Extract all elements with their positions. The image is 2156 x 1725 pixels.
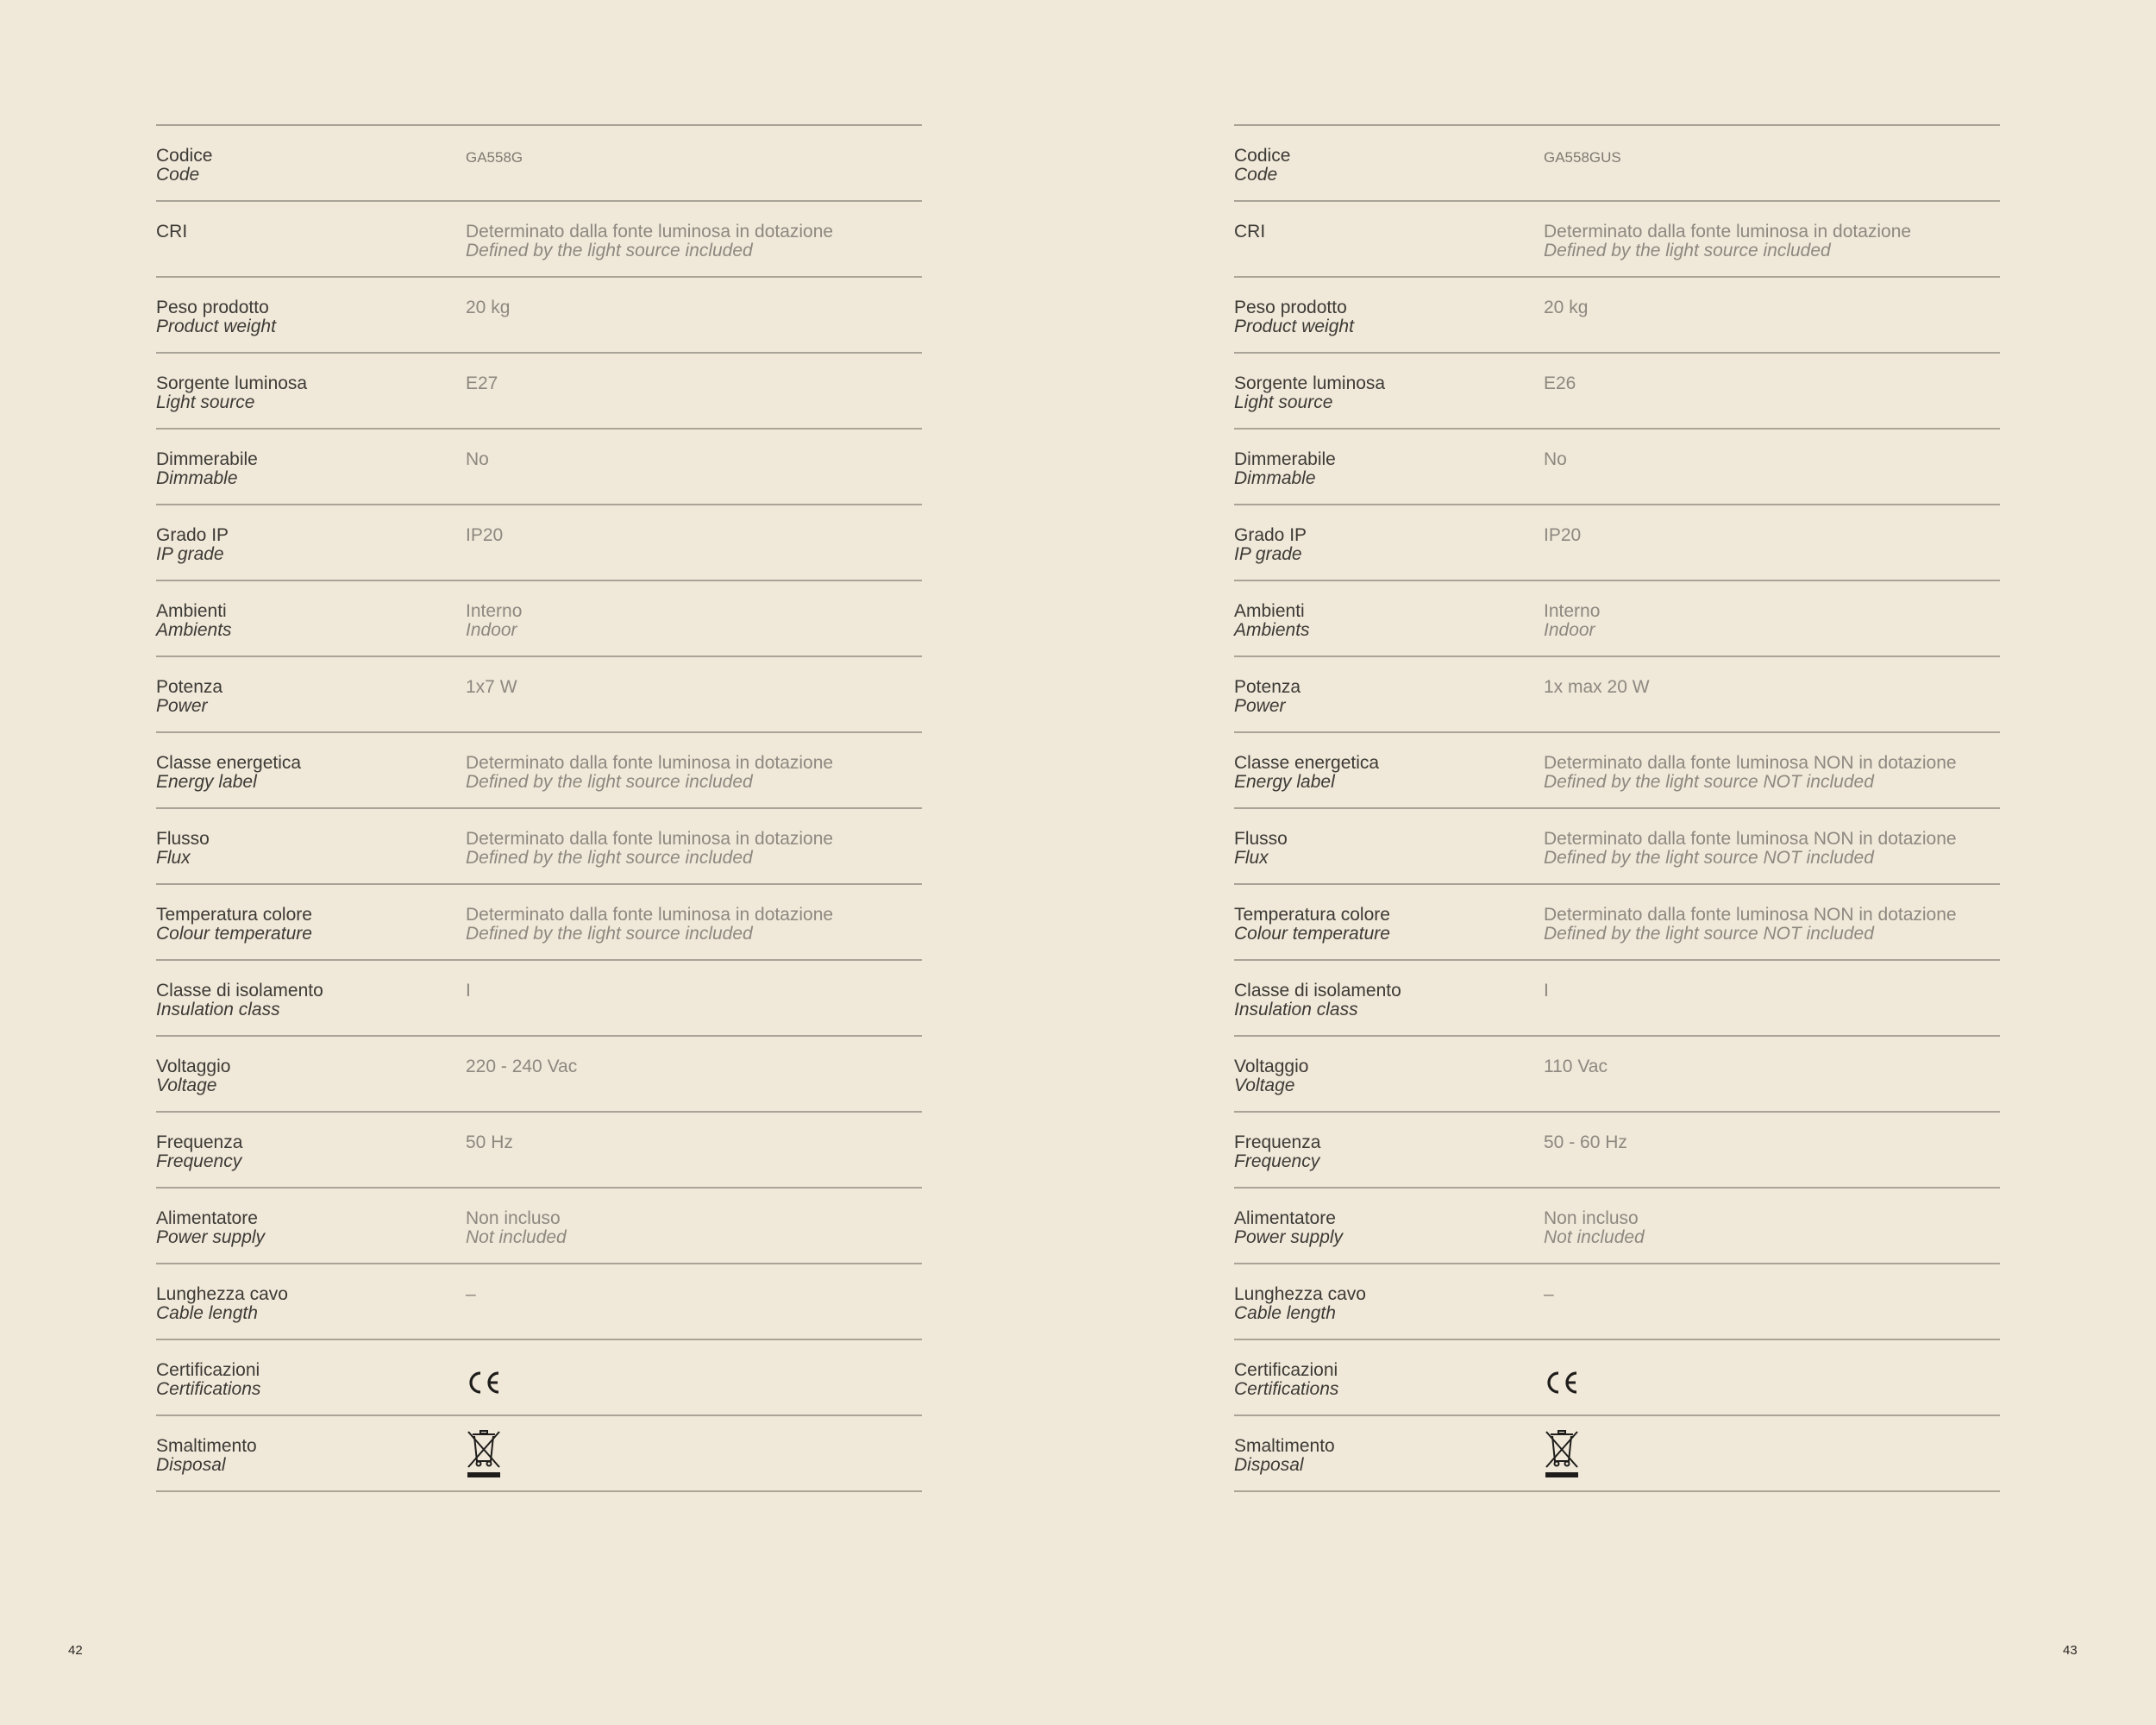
spec-label-english: Flux <box>156 848 191 868</box>
spec-label-italian: Ambienti <box>156 601 227 621</box>
spec-value-italian: No <box>1544 449 1567 469</box>
spec-value-english: Indoor <box>1544 620 1595 640</box>
spec-value <box>466 148 922 167</box>
spec-row <box>156 733 922 809</box>
spec-row <box>156 581 922 657</box>
spec-value-english: Defined by the light source included <box>466 241 753 260</box>
spec-label-italian: CRI <box>1234 222 1266 242</box>
spec-label-italian: Sorgente luminosa <box>156 373 308 393</box>
spec-label-italian: Dimmerabile <box>156 449 258 469</box>
spec-label <box>1234 1285 1519 1323</box>
spec-label <box>156 450 441 488</box>
spec-label-english: Ambients <box>156 620 232 640</box>
spec-value <box>466 678 922 697</box>
spec-label <box>156 982 441 1019</box>
spec-value <box>466 830 922 868</box>
spec-label-english: Cable length <box>156 1303 258 1323</box>
spec-row <box>1234 1037 2000 1113</box>
spec-row <box>1234 354 2000 430</box>
spec-label-italian: Classe di isolamento <box>1234 981 1401 1000</box>
spec-label-italian: Codice <box>1234 146 1291 166</box>
spec-row <box>156 1037 922 1113</box>
spec-value-italian: – <box>466 1284 476 1304</box>
spec-label <box>156 1437 441 1475</box>
spec-label <box>1234 526 1519 564</box>
spec-label-english: Power supply <box>156 1227 266 1247</box>
spec-label-english: Cable length <box>1234 1303 1336 1323</box>
spec-row <box>156 1264 922 1340</box>
spec-label-italian: Voltaggio <box>1234 1057 1309 1076</box>
spec-label <box>1234 678 1519 716</box>
spec-label <box>156 526 441 564</box>
spec-row <box>1234 202 2000 278</box>
spec-value <box>1544 678 2000 697</box>
spec-value-italian: 1x7 W <box>466 677 517 697</box>
spec-label-italian: Potenza <box>156 677 223 697</box>
spec-row <box>1234 1189 2000 1264</box>
spec-value-english: Defined by the light source included <box>1544 241 1831 260</box>
spec-label-italian: Lunghezza cavo <box>156 1284 288 1304</box>
spec-value-italian: 20 kg <box>1544 298 1589 317</box>
ce-mark-svg <box>1544 1370 1580 1396</box>
spec-label-english: Insulation class <box>156 1000 280 1019</box>
spec-value <box>466 1209 922 1247</box>
spec-row <box>1234 581 2000 657</box>
spec-value <box>1544 754 2000 792</box>
spec-label-italian: Classe di isolamento <box>156 981 323 1000</box>
spec-label-english: Disposal <box>156 1455 226 1475</box>
spec-label-italian: Peso prodotto <box>1234 298 1347 317</box>
spec-label <box>156 298 441 336</box>
spec-label-italian: Alimentatore <box>1234 1208 1336 1228</box>
spec-value <box>466 754 922 792</box>
spec-label <box>156 678 441 716</box>
ce-mark-icon <box>466 1370 502 1402</box>
spec-row <box>156 354 922 430</box>
spec-value <box>1544 526 2000 545</box>
spec-value-english: Defined by the light source included <box>466 848 753 868</box>
spec-value-english: Defined by the light source included <box>466 924 753 944</box>
spec-row <box>156 1113 922 1189</box>
spec-value-italian: Determinato dalla fonte luminosa NON in dotazione <box>1544 905 1957 925</box>
spec-row <box>156 657 922 733</box>
spec-value-italian: Determinato dalla fonte luminosa in dotazione <box>466 222 834 242</box>
spec-label-italian: Smaltimento <box>156 1436 257 1456</box>
spec-label-english: Product weight <box>156 317 276 336</box>
spec-label <box>1234 1133 1519 1171</box>
weee-crossed-bin-icon <box>465 1428 503 1484</box>
spec-row <box>1234 809 2000 885</box>
spec-value-italian: I <box>1544 981 1549 1000</box>
weee-crossed-bin-icon <box>1543 1428 1581 1484</box>
spec-label <box>1234 906 1519 944</box>
spec-value <box>466 450 922 469</box>
spec-value-english: Not included <box>1544 1227 1645 1247</box>
spec-value <box>466 223 922 260</box>
spec-label-english: Insulation class <box>1234 1000 1358 1019</box>
spec-label <box>1234 223 1519 242</box>
spec-row <box>1234 1113 2000 1189</box>
spec-value <box>466 298 922 317</box>
spec-label <box>156 374 441 412</box>
spec-value <box>1544 1285 2000 1304</box>
spec-row <box>1234 430 2000 505</box>
spec-label-english: Frequency <box>1234 1151 1320 1171</box>
spec-label-italian: Classe energetica <box>156 753 302 773</box>
spec-value <box>466 1057 922 1076</box>
spec-value-italian: 110 Vac <box>1544 1057 1608 1076</box>
spec-label-italian: Peso prodotto <box>156 298 269 317</box>
spec-label-english: Certifications <box>1234 1379 1339 1399</box>
spec-row <box>1234 278 2000 354</box>
spec-label <box>156 830 441 868</box>
spec-value-italian: 220 - 240 Vac <box>466 1057 578 1076</box>
spec-label <box>1234 602 1519 640</box>
spec-value <box>1544 148 2000 167</box>
spec-value <box>1544 982 2000 1000</box>
spec-label-italian: Grado IP <box>1234 525 1307 545</box>
spec-label-english: Light source <box>1234 392 1333 412</box>
spec-row <box>156 1416 922 1492</box>
spec-label-italian: Smaltimento <box>1234 1436 1335 1456</box>
spec-label-english: Colour temperature <box>1234 924 1390 944</box>
spec-label-english: Code <box>1234 165 1278 185</box>
spec-label <box>156 754 441 792</box>
spec-row <box>156 505 922 581</box>
spec-label-italian: Flusso <box>1234 829 1288 849</box>
spec-value-english: Defined by the light source included <box>466 772 753 792</box>
spec-row <box>156 885 922 961</box>
page-number: 43 <box>2063 1643 2078 1658</box>
spec-label-english: Power supply <box>1234 1227 1344 1247</box>
spec-value <box>1544 906 2000 944</box>
spec-value-italian: Determinato dalla fonte luminosa in dotazione <box>466 829 834 849</box>
spec-label-italian: Certificazioni <box>156 1360 260 1380</box>
spec-value <box>1544 830 2000 868</box>
spec-value-english: Defined by the light source NOT included <box>1544 772 1874 792</box>
spec-value-italian: Non incluso <box>466 1208 561 1228</box>
spec-label-italian: Voltaggio <box>156 1057 231 1076</box>
spec-label-english: Code <box>156 165 200 185</box>
spec-label-italian: Dimmerabile <box>1234 449 1336 469</box>
spec-value <box>1544 450 2000 469</box>
page-number: 42 <box>68 1643 83 1658</box>
spec-value <box>1544 298 2000 317</box>
spec-row <box>1234 505 2000 581</box>
spec-label-italian: Frequenza <box>156 1132 243 1152</box>
spec-label <box>1234 830 1519 868</box>
spec-label-italian: Codice <box>156 146 213 166</box>
spec-value-english: Defined by the light source NOT included <box>1544 848 1874 868</box>
spec-label-english: Energy label <box>1234 772 1335 792</box>
spec-label <box>1234 1209 1519 1247</box>
spec-label <box>1234 374 1519 412</box>
spec-row <box>1234 961 2000 1037</box>
spec-label-italian: Temperatura colore <box>1234 905 1390 925</box>
spec-row <box>156 1340 922 1416</box>
spec-value-italian: 50 - 60 Hz <box>1544 1132 1627 1152</box>
spec-label-english: Voltage <box>1234 1076 1295 1095</box>
spec-label <box>156 147 441 185</box>
spec-value <box>466 982 922 1000</box>
spec-label <box>156 1361 441 1399</box>
spec-table-right <box>1234 124 2000 1492</box>
spec-label-english: Disposal <box>1234 1455 1304 1475</box>
spec-label <box>1234 147 1519 185</box>
spec-value-italian: Interno <box>466 601 523 621</box>
spec-value-italian: Determinato dalla fonte luminosa in dotazione <box>466 753 834 773</box>
spec-value-italian: I <box>466 981 471 1000</box>
spec-value <box>466 374 922 393</box>
spec-row <box>1234 657 2000 733</box>
spec-label-italian: Temperatura colore <box>156 905 312 925</box>
spec-label-english: IP grade <box>156 544 224 564</box>
spec-label-italian: Alimentatore <box>156 1208 258 1228</box>
spec-label-italian: Certificazioni <box>1234 1360 1338 1380</box>
spec-value <box>1544 1209 2000 1247</box>
spec-value-italian: E26 <box>1544 373 1576 393</box>
spec-label-english: Energy label <box>156 772 257 792</box>
spec-value-italian: Determinato dalla fonte luminosa in dotazione <box>466 905 834 925</box>
spec-label-english: Colour temperature <box>156 924 312 944</box>
spec-label-english: Power <box>1234 696 1286 716</box>
spec-label <box>156 602 441 640</box>
spec-value-italian: Determinato dalla fonte luminosa NON in dotazione <box>1544 829 1957 849</box>
spec-value-italian: GA558G <box>466 149 523 166</box>
spec-label-english: Frequency <box>156 1151 242 1171</box>
spec-label <box>1234 450 1519 488</box>
spec-label <box>156 906 441 944</box>
spec-value-italian: – <box>1544 1284 1554 1304</box>
spec-row <box>1234 1264 2000 1340</box>
spec-row <box>156 1189 922 1264</box>
spec-label <box>1234 982 1519 1019</box>
spec-value-italian: No <box>466 449 489 469</box>
spec-label <box>1234 1437 1519 1475</box>
spec-value <box>1544 223 2000 260</box>
spec-value <box>466 526 922 545</box>
spec-value-italian: Interno <box>1544 601 1601 621</box>
spec-row <box>1234 733 2000 809</box>
spec-label-english: IP grade <box>1234 544 1302 564</box>
spec-value <box>466 906 922 944</box>
spec-label-english: Certifications <box>156 1379 261 1399</box>
spec-value <box>466 1133 922 1152</box>
spec-row <box>156 809 922 885</box>
spec-label-italian: Grado IP <box>156 525 229 545</box>
spec-label <box>156 1133 441 1171</box>
spec-label <box>156 1209 441 1247</box>
spec-label <box>1234 1057 1519 1095</box>
ce-mark-icon <box>1544 1370 1580 1402</box>
spec-value <box>1544 1057 2000 1076</box>
spec-label-english: Voltage <box>156 1076 217 1095</box>
spec-value <box>1544 374 2000 393</box>
spec-row <box>156 961 922 1037</box>
ce-mark-svg <box>466 1370 502 1396</box>
spec-value-italian: Determinato dalla fonte luminosa NON in dotazione <box>1544 753 1957 773</box>
spec-value-italian: GA558GUS <box>1544 149 1621 166</box>
spec-row <box>1234 1416 2000 1492</box>
spec-table-left <box>156 124 922 1492</box>
spec-value <box>1544 1133 2000 1152</box>
spec-value <box>466 602 922 640</box>
spec-label-italian: Flusso <box>156 829 210 849</box>
spec-label <box>156 223 441 242</box>
spec-value-english: Indoor <box>466 620 517 640</box>
spec-label-english: Dimmable <box>1234 468 1316 488</box>
spec-label <box>1234 298 1519 336</box>
spec-value-italian: IP20 <box>466 525 504 545</box>
spec-value-italian: Determinato dalla fonte luminosa in dotazione <box>1544 222 1912 242</box>
spec-value-italian: 50 Hz <box>466 1132 513 1152</box>
spec-value-english: Not included <box>466 1227 567 1247</box>
spec-label <box>1234 754 1519 792</box>
spec-label <box>156 1285 441 1323</box>
spec-value <box>466 1285 922 1304</box>
spec-value-italian: 20 kg <box>466 298 511 317</box>
spec-row <box>156 202 922 278</box>
spec-label <box>1234 1361 1519 1399</box>
spec-row <box>1234 1340 2000 1416</box>
spec-label-english: Dimmable <box>156 468 238 488</box>
spec-row <box>1234 126 2000 202</box>
spec-label-english: Product weight <box>1234 317 1354 336</box>
spec-value-italian: 1x max 20 W <box>1544 677 1650 697</box>
spec-value-italian: Non incluso <box>1544 1208 1639 1228</box>
spec-label-italian: Lunghezza cavo <box>1234 1284 1366 1304</box>
spec-value-italian: IP20 <box>1544 525 1582 545</box>
spec-label-italian: Ambienti <box>1234 601 1305 621</box>
spec-label-italian: Frequenza <box>1234 1132 1321 1152</box>
spec-label-italian: Sorgente luminosa <box>1234 373 1386 393</box>
spec-value <box>1544 602 2000 640</box>
spec-label-italian: Potenza <box>1234 677 1301 697</box>
spec-row <box>156 278 922 354</box>
spec-row <box>156 126 922 202</box>
spec-label-italian: CRI <box>156 222 188 242</box>
spec-label-english: Flux <box>1234 848 1269 868</box>
spec-value-italian: E27 <box>466 373 498 393</box>
spec-label-english: Power <box>156 696 208 716</box>
spec-label-italian: Classe energetica <box>1234 753 1380 773</box>
spec-label-english: Ambients <box>1234 620 1310 640</box>
spec-label-english: Light source <box>156 392 255 412</box>
spec-row <box>1234 885 2000 961</box>
spec-label <box>156 1057 441 1095</box>
spec-value-english: Defined by the light source NOT included <box>1544 924 1874 944</box>
spec-row <box>156 430 922 505</box>
